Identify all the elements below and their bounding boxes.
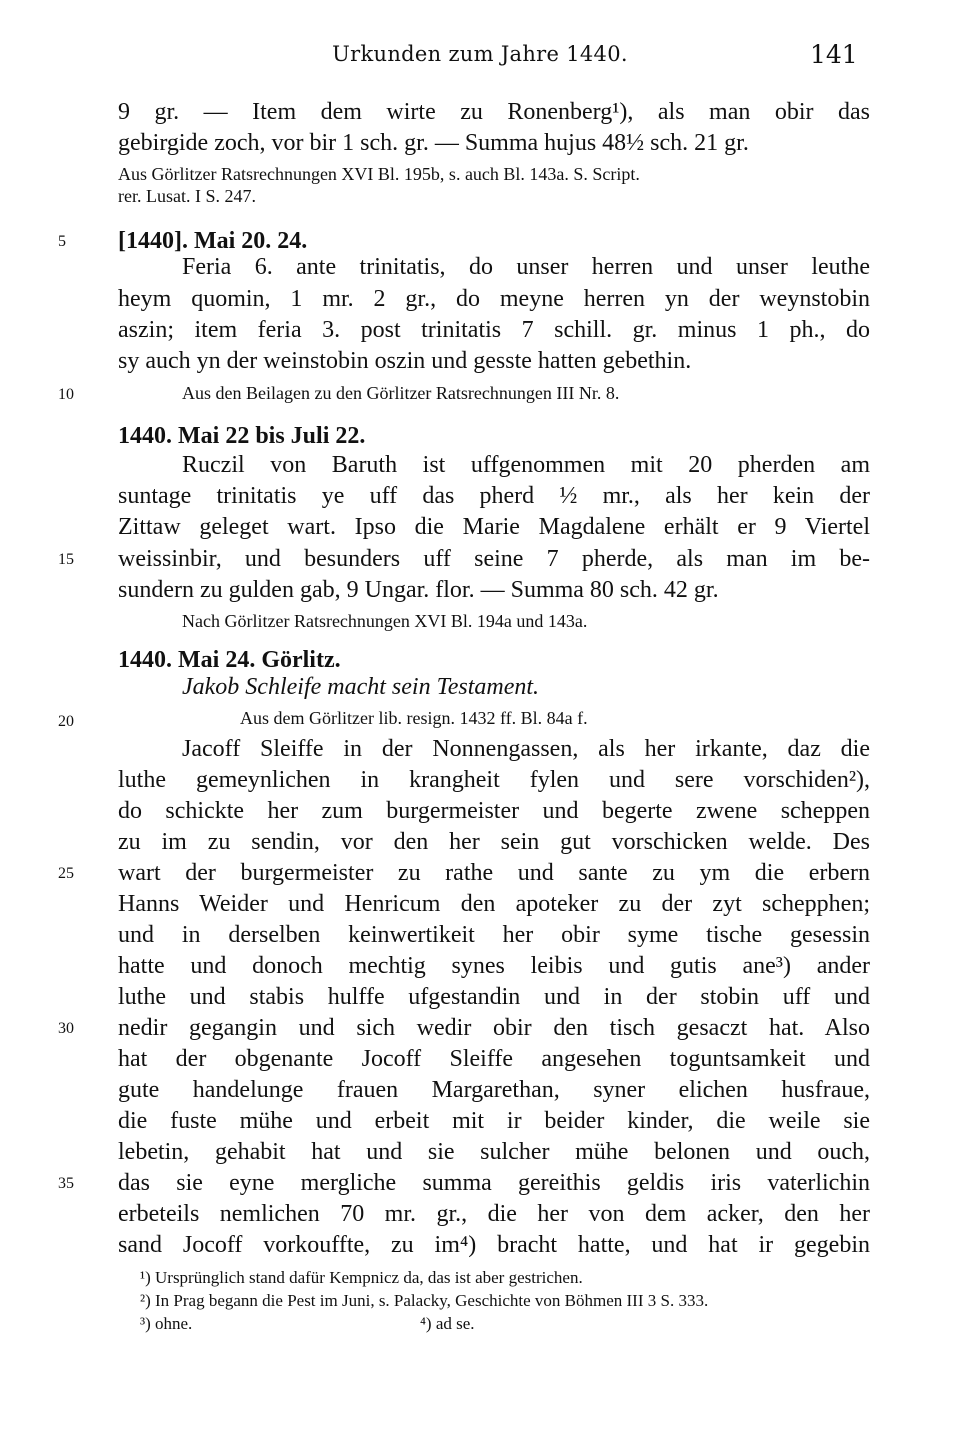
footnote: ⁴) ad se. [420,1314,475,1333]
source-note: Aus dem Görlitzer lib. resign. 1432 ff. Bl. 84a f. [240,708,588,728]
text-line: Feria 6. ante trinitatis, do unser herren und unser leuthe [182,254,870,280]
entry-heading: 1440. Mai 24. Görlitz. [118,647,341,673]
text-line: Jacoff Sleiffe in der Nonnengassen, als her irkante, daz die [182,736,870,762]
page-number: 141 [810,40,858,69]
footnote: ³) ohne. [140,1314,193,1333]
text-line: gebirgide zoch, vor bir 1 sch. gr. — Summa hujus 48½ sch. 21 gr. [118,130,749,156]
text-line: gute handelunge frauen Margarethan, syner elichen husfraue, [118,1077,870,1103]
line-number: 15 [58,551,74,568]
text-line: suntage trinitatis ye uff das pherd ½ mr., als her kein der [118,483,870,509]
text-line: hat der obgenante Jocoff Sleiffe angesehen toguntsamkeit und [118,1046,870,1072]
text-line: die fuste mühe und erbeit mit ir beider kinder, die weile sie [118,1108,870,1134]
source-note: Aus Görlitzer Ratsrechnungen XVI Bl. 195b, s. auch Bl. 143a. S. Script. [118,164,640,184]
text-line: Ruczil von Baruth ist uffgenommen mit 20 pherden am [182,452,870,478]
line-number: 20 [58,713,74,730]
entry-heading: 1440. Mai 22 bis Juli 22. [118,423,366,449]
text-line: do schickte her zum burgermeister und begerte zwene scheppen [118,798,870,824]
line-number: 35 [58,1175,74,1192]
text-line: hatte und donoch mechtig synes leibis und gutis ane³) ander [118,953,870,979]
text-line: zu im zu sendin, vor den her sein gut vorschicken welde. Des [118,829,870,855]
text-line: luthe gemeynlichen in krangheit fylen und sere vorschiden²), [118,767,870,793]
text-line: sundern zu gulden gab, 9 Ungar. flor. — Summa 80 sch. 42 gr. [118,577,719,603]
entry-heading: [1440]. Mai 20. 24. [118,228,308,254]
text-line: sy auch yn der weinstobin oszin und gesste hatten gebethin. [118,348,692,374]
text-line: sand Jocoff vorkouffte, zu im⁴) bracht hatte, und hat ir gegebin [118,1232,870,1258]
text-line: heym quomin, 1 mr. 2 gr., do meyne herren yn der weynstobin [118,286,870,312]
text-line: lebetin, gehabit hat und sie sulcher mühe belonen und ouch, [118,1139,870,1165]
running-header: Urkunden zum Jahre 1440. [332,42,628,66]
text-line: wart der burgermeister zu rathe und sante zu ym die erbern [118,860,870,886]
text-line: und in derselben keinwertikeit her obir syme tische gesessin [118,922,870,948]
text-line: erbeteils nemlichen 70 mr. gr., die her von dem acker, den her [118,1201,870,1227]
source-note: Nach Görlitzer Ratsrechnungen XVI Bl. 194a und 143a. [182,611,588,631]
text-line: luthe und stabis hulffe ufgestandin und in der stobin uff und [118,984,870,1010]
text-line: Hanns Weider und Henricum den apoteker zu der zyt schepphen; [118,891,870,917]
line-number: 25 [58,865,74,882]
text-line: weissinbir, und besunders uff seine 7 pherde, als man im be- [118,546,870,572]
source-note: Aus den Beilagen zu den Görlitzer Ratsrechnungen III Nr. 8. [182,383,620,403]
text-line: 9 gr. — Item dem wirte zu Ronenberg¹), als man obir das [118,99,870,125]
line-number: 5 [58,233,66,250]
source-note: rer. Lusat. I S. 247. [118,186,256,206]
line-number: 30 [58,1020,74,1037]
text-line: Zittaw geleget wart. Ipso die Marie Magdalene erhält er 9 Viertel [118,514,870,540]
text-line: aszin; item feria 3. post trinitatis 7 schill. gr. minus 1 ph., do [118,317,870,343]
line-number: 10 [58,386,74,403]
footnote: ²) In Prag begann die Pest im Juni, s. Palacky, Geschichte von Böhmen III 3 S. 333. [140,1291,709,1310]
text-line: das sie eyne mergliche summa gereithis geldis iris vaterlichin [118,1170,870,1196]
text-line: nedir gegangin und sich wedir obir den tisch gesaczt hat. Also [118,1015,870,1041]
footnote: ¹) Ursprünglich stand dafür Kempnicz da, das ist aber gestrichen. [140,1268,583,1287]
entry-subtitle: Jakob Schleife macht sein Testament. [182,674,540,700]
